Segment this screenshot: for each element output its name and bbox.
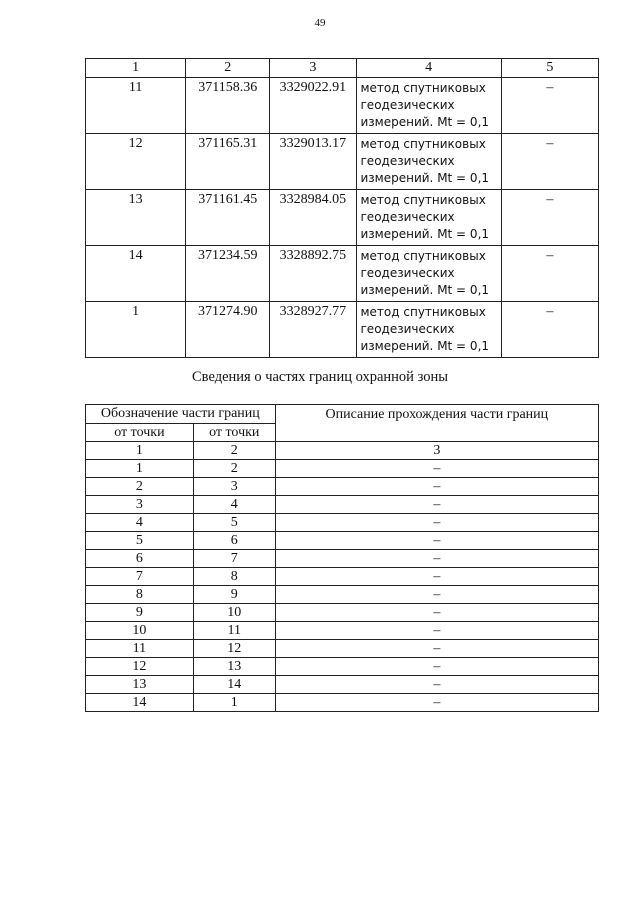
to-point: 13 [193, 658, 275, 676]
coordinate-x: 371158.36 [186, 78, 270, 134]
column-number-2: 2 [186, 59, 270, 78]
coordinate-y: 3328927.77 [270, 302, 356, 358]
part-description: – [275, 622, 598, 640]
table-row [86, 568, 599, 586]
point-number: 1 [86, 302, 186, 358]
from-point: 3 [86, 496, 194, 514]
column-number-1: 1 [86, 442, 194, 460]
part-description: – [275, 478, 598, 496]
column-number-5: 5 [501, 59, 598, 78]
part-description: – [275, 550, 598, 568]
table-row [86, 246, 599, 302]
column-number-4: 4 [356, 59, 501, 78]
boundary-part-designation-header: Обозначение части границ [86, 405, 276, 424]
table-row [86, 478, 599, 496]
from-point: 10 [86, 622, 194, 640]
part-description: – [275, 532, 598, 550]
from-point: 6 [86, 550, 194, 568]
to-point-header: от точки [193, 424, 275, 442]
part-description: – [275, 676, 598, 694]
part-description: – [275, 658, 598, 676]
from-point: 13 [86, 676, 194, 694]
part-description: – [275, 694, 598, 712]
measurement-method: метод спутниковых геодезических измерений. Mt = 0,1 [356, 134, 501, 190]
part-description: – [275, 568, 598, 586]
column-number-3: 3 [275, 442, 598, 460]
section-title: Сведения о частях границ охранной зоны [192, 369, 448, 385]
to-point: 9 [193, 586, 275, 604]
part-description: – [275, 640, 598, 658]
to-point: 8 [193, 568, 275, 586]
table-row [86, 640, 599, 658]
part-description: – [275, 604, 598, 622]
from-point: 12 [86, 658, 194, 676]
from-point: 9 [86, 604, 194, 622]
to-point: 10 [193, 604, 275, 622]
to-point: 7 [193, 550, 275, 568]
table-row [86, 190, 599, 246]
to-point: 2 [193, 460, 275, 478]
measurement-method: метод спутниковых геодезических измерений. Mt = 0,1 [356, 78, 501, 134]
boundary-description-header: Описание прохождения части границ [275, 405, 598, 442]
coordinate-x: 371274.90 [186, 302, 270, 358]
table-row [86, 676, 599, 694]
to-point: 6 [193, 532, 275, 550]
column-number-3: 3 [270, 59, 356, 78]
to-point: 14 [193, 676, 275, 694]
point-number: 13 [86, 190, 186, 246]
point-number: 14 [86, 246, 186, 302]
note-cell: – [501, 134, 598, 190]
parts-numbering-row [86, 442, 599, 460]
coordinate-y: 3328892.75 [270, 246, 356, 302]
part-description: – [275, 496, 598, 514]
from-point: 14 [86, 694, 194, 712]
table-row [86, 460, 599, 478]
from-point: 1 [86, 460, 194, 478]
table-row [86, 622, 599, 640]
to-point: 1 [193, 694, 275, 712]
coordinates-table [85, 58, 599, 358]
to-point: 5 [193, 514, 275, 532]
table-row [86, 78, 599, 134]
column-number-2: 2 [193, 442, 275, 460]
coordinate-x: 371165.31 [186, 134, 270, 190]
from-point: 5 [86, 532, 194, 550]
to-point: 3 [193, 478, 275, 496]
boundary-parts-table [85, 404, 599, 712]
coordinate-y: 3329013.17 [270, 134, 356, 190]
coordinate-x: 371161.45 [186, 190, 270, 246]
measurement-method: метод спутниковых геодезических измерений. Mt = 0,1 [356, 190, 501, 246]
table-row [86, 134, 599, 190]
table-row [86, 604, 599, 622]
table-row [86, 694, 599, 712]
to-point: 12 [193, 640, 275, 658]
table-row [86, 550, 599, 568]
from-point: 7 [86, 568, 194, 586]
table-row [86, 496, 599, 514]
coordinates-header-row [86, 59, 599, 78]
part-description: – [275, 460, 598, 478]
column-number-1: 1 [86, 59, 186, 78]
measurement-method: метод спутниковых геодезических измерений. Mt = 0,1 [356, 246, 501, 302]
measurement-method: метод спутниковых геодезических измерений. Mt = 0,1 [356, 302, 501, 358]
parts-header-row [86, 405, 599, 424]
point-number: 12 [86, 134, 186, 190]
coordinate-y: 3328984.05 [270, 190, 356, 246]
page-number: 49 [314, 17, 326, 29]
from-point-header: от точки [86, 424, 194, 442]
table-row [86, 302, 599, 358]
part-description: – [275, 514, 598, 532]
coordinate-y: 3329022.91 [270, 78, 356, 134]
to-point: 11 [193, 622, 275, 640]
to-point: 4 [193, 496, 275, 514]
note-cell: – [501, 302, 598, 358]
from-point: 4 [86, 514, 194, 532]
note-cell: – [501, 246, 598, 302]
from-point: 11 [86, 640, 194, 658]
part-description: – [275, 586, 598, 604]
note-cell: – [501, 190, 598, 246]
coordinate-x: 371234.59 [186, 246, 270, 302]
point-number: 11 [86, 78, 186, 134]
table-row [86, 532, 599, 550]
table-row [86, 658, 599, 676]
from-point: 8 [86, 586, 194, 604]
note-cell: – [501, 78, 598, 134]
table-row [86, 586, 599, 604]
from-point: 2 [86, 478, 194, 496]
table-row [86, 514, 599, 532]
